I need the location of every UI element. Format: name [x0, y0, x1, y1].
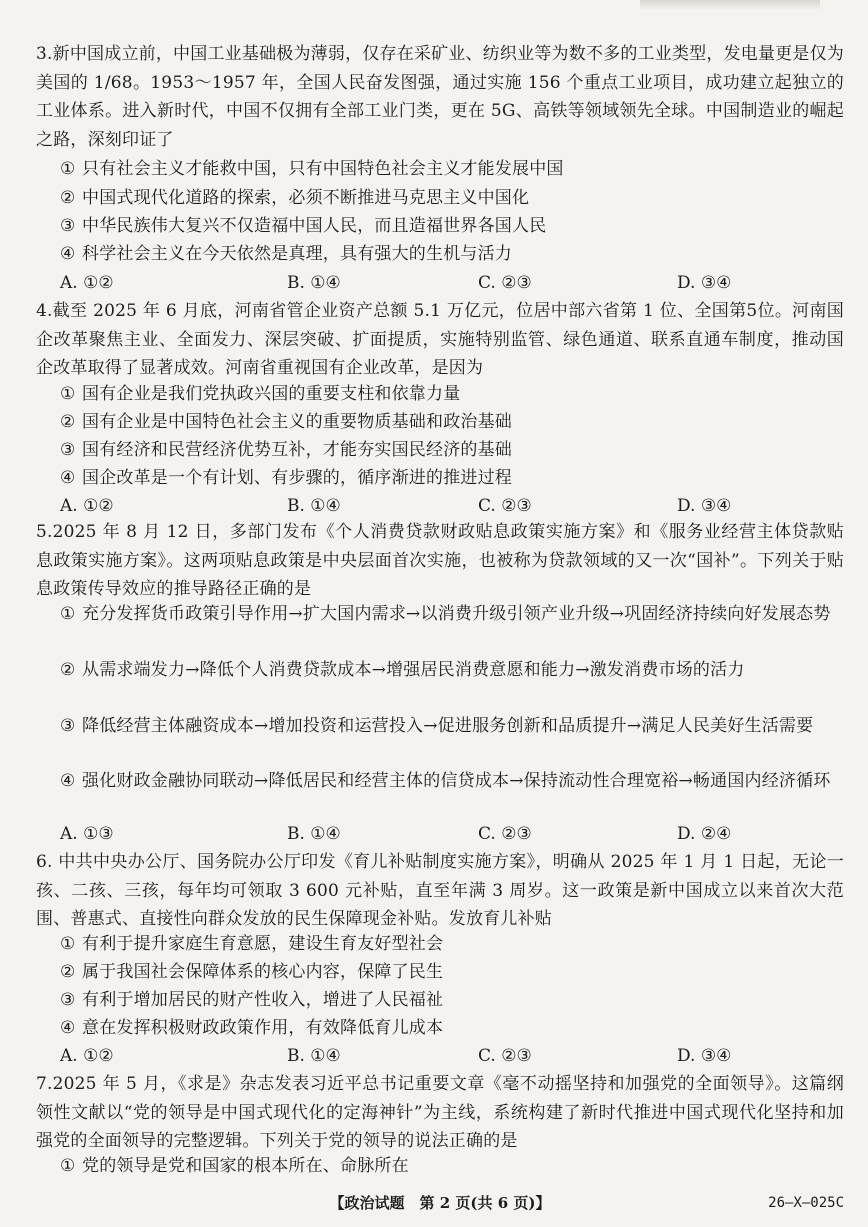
option-number: ②	[60, 660, 76, 680]
q4-stem: 4.截至 2025 年 6 月底，河南省管企业资产总额 5.1 万亿元，位居中部六省第 1 位、全国第5位。河南国企改革聚焦主业、全面发力、深层突破、扩面提质，实施特别监管、绿色通道、联系直通车制度，推动国企改革取得了显著成效。河南省重视国有企业改革，是因为	[36, 301, 844, 378]
choice-d: D. ③④	[677, 1046, 732, 1066]
choice-c: C. ②③	[478, 273, 532, 293]
option-text: 中国式现代化道路的探索，必须不断推进马克思主义中国化	[82, 188, 530, 208]
choice-a: A. ①③	[60, 824, 114, 844]
exam-code: 26—X—025C	[768, 1195, 844, 1211]
q7-option-1	[60, 1152, 842, 1181]
q4-option-2	[60, 408, 842, 437]
q5-option-3	[60, 712, 842, 741]
choice-c: C. ②③	[478, 1046, 532, 1066]
option-text: 国有企业是我们党执政兴国的重要支柱和依靠力量	[82, 384, 461, 404]
q3-option-1	[60, 155, 842, 184]
option-text: 降低经营主体融资成本→增加投资和运营投入→促进服务创新和品质提升→满足人民美好生活需要	[82, 716, 814, 736]
option-text: 中华民族伟大复兴不仅造福中国人民，而且造福世界各国人民	[82, 216, 547, 236]
choice-a: A. ①②	[60, 496, 114, 516]
q5-stem: 5.2025 年 8 月 12 日，多部门发布《个人消费贷款财政贴息政策实施方案》和《服务业经营主体贷款贴息政策实施方案》。这两项贴息政策是中央层面首次实施，也被称为贷款领域的又一次“国补”。下列关于贴息政策传导效应的推导路径正确的是	[36, 522, 844, 599]
q6-option-2	[60, 958, 842, 987]
q3-stem: 3.新中国成立前，中国工业基础极为薄弱，仅存在采矿业、纺织业等为数不多的工业类型，发电量更是仅为美国的 1/68。1953～1957 年，全国人民奋发图强，通过实施 156 个重点工业项目，成功建立起独立的工业体系。进入新时代，中国不仅拥有全部工业门类，更在 5G、高铁等领域领先全球。中国制造业的崛起之路，深刻印证了	[36, 44, 844, 150]
option-number: ①	[60, 384, 76, 404]
page-number-label: 【政治试题 第 2 页(共 6 页)】	[329, 1194, 551, 1212]
choice-d: D. ③④	[677, 496, 732, 516]
option-text: 属于我国社会保障体系的核心内容，保障了民生	[82, 962, 444, 982]
choice-b: B. ①④	[287, 1046, 341, 1066]
q7-stem: 7.2025 年 5 月，《求是》杂志发表习近平总书记重要文章《毫不动摇坚持和加强党的全面领导》。这篇纲领性文献以“党的领导是中国式现代化的定海神针”为主线，系统构建了新时代推进中国式现代化坚持和加强党的全面领导的完整逻辑。下列关于党的领导的说法正确的是	[36, 1074, 844, 1151]
q5-choices	[60, 820, 850, 848]
option-text: 党的领导是党和国家的根本所在、命脉所在	[82, 1156, 409, 1176]
choice-b: B. ①④	[287, 496, 341, 516]
option-number: ②	[60, 962, 76, 982]
option-number: ④	[60, 771, 76, 791]
option-number: ①	[60, 159, 76, 179]
q3-option-4	[60, 240, 842, 269]
choice-d: D. ③④	[677, 273, 732, 293]
q6-choices	[60, 1042, 850, 1070]
option-text: 强化财政金融协同联动→降低居民和经营主体的信贷成本→保持流动性合理宽裕→畅通国内经济循环	[82, 771, 831, 791]
option-number: ③	[60, 440, 76, 460]
q3-option-3	[60, 212, 842, 241]
option-number: ③	[60, 216, 76, 236]
option-number: ④	[60, 468, 76, 488]
q6-option-4	[60, 1014, 842, 1043]
option-number: ②	[60, 412, 76, 432]
option-text: 充分发挥货币政策引导作用→扩大国内需求→以消费升级引领产业升级→巩固经济持续向好发展态势	[82, 604, 831, 624]
choice-a: A. ①②	[60, 273, 114, 293]
choice-a: A. ①②	[60, 1046, 114, 1066]
option-text: 从需求端发力→降低个人消费贷款成本→增强居民消费意愿和能力→激发消费市场的活力	[82, 660, 745, 680]
q4-choices	[60, 492, 850, 520]
option-number: ②	[60, 188, 76, 208]
option-text: 只有社会主义才能救中国，只有中国特色社会主义才能发展中国	[82, 159, 564, 179]
option-number: ③	[60, 716, 76, 736]
option-number: ①	[60, 604, 76, 624]
q6-option-1	[60, 930, 842, 959]
q6-stem: 6. 中共中央办公厅、国务院办公厅印发《育儿补贴制度实施方案》，明确从 2025 年 1 月 1 日起，无论一孩、二孩、三孩，每年均可领取 3 600 元补贴，直至年满 3 周岁。这一政策是新中国成立以来首次大范围、普惠式、直接性向群众发放的民生保障现金补贴。发放育儿补贴	[36, 852, 844, 929]
choice-b: B. ①④	[287, 273, 341, 293]
option-number: ③	[60, 990, 76, 1010]
choice-c: C. ②③	[478, 496, 532, 516]
option-text: 有利于增加居民的财产性收入，增进了人民福祉	[82, 990, 444, 1010]
option-number: ①	[60, 934, 76, 954]
q5-option-2	[60, 656, 842, 685]
q3-choices	[60, 269, 850, 297]
q3-option-2	[60, 184, 842, 213]
option-text: 国有企业是中国特色社会主义的重要物质基础和政治基础	[82, 412, 512, 432]
q6-option-3	[60, 986, 842, 1015]
option-text: 科学社会主义在今天依然是真理，具有强大的生机与活力	[82, 244, 512, 264]
choice-c: C. ②③	[478, 824, 532, 844]
choice-b: B. ①④	[287, 824, 341, 844]
q5-option-4	[60, 767, 842, 796]
option-number: ④	[60, 244, 76, 264]
q4-option-3	[60, 436, 842, 465]
option-text: 国有经济和民营经济优势互补，才能夯实国民经济的基础	[82, 440, 512, 460]
option-text: 国企改革是一个有计划、有步骤的，循序渐进的推进过程	[82, 468, 512, 488]
q5-option-1	[60, 600, 842, 629]
q4-option-1	[60, 380, 842, 409]
option-number: ①	[60, 1156, 76, 1176]
choice-d: D. ②④	[677, 824, 732, 844]
option-text: 意在发挥积极财政政策作用，有效降低育儿成本	[82, 1018, 444, 1038]
option-text: 有利于提升家庭生育意愿，建设生育友好型社会	[82, 934, 444, 954]
page-footer	[0, 1190, 868, 1216]
option-number: ④	[60, 1018, 76, 1038]
scan-shadow	[640, 0, 820, 10]
q4-option-4	[60, 464, 842, 493]
